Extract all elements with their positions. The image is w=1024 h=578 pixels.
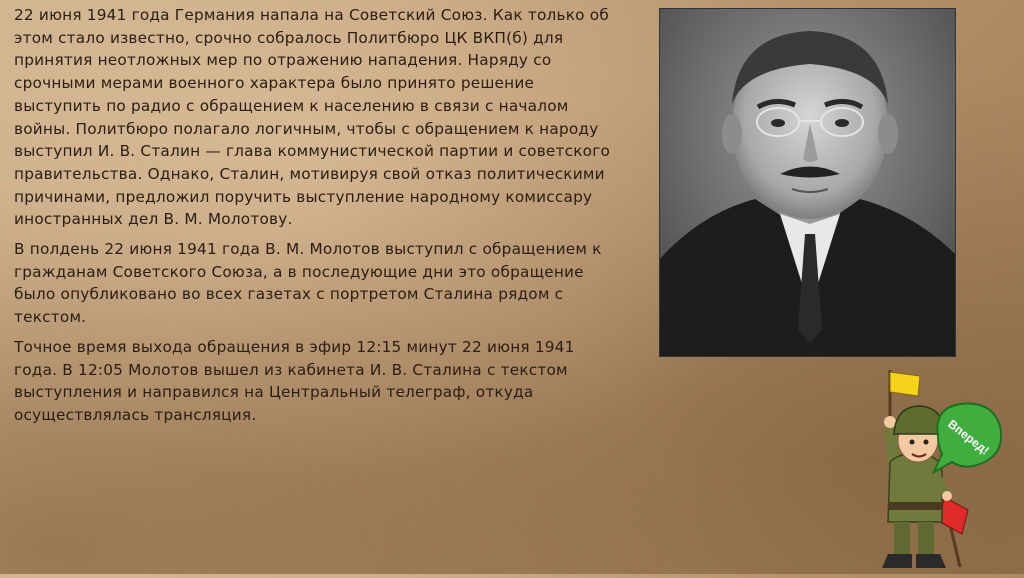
portrait-illustration	[660, 9, 955, 356]
speech-bubble[interactable]	[928, 396, 1008, 476]
paragraph-1: 22 июня 1941 года Германия напала на Советский Союз. Как только об этом стало известно, срочно собралось Политбюро ЦК ВКП(б) для принятия неотложных мер по отражению нападения. Наряду со срочными мерами военного характера было принято решение выступить по радио с обращением к населению в связи с началом войны. Политбюро полагало логичным, чтобы с обращением к народу выступил И. В. Сталин — глава коммунистической партии и советского правительства. Однако, Сталин, мотивируя свой отказ политическими причинами, предложил поручить выступление народному комиссару иностранных дел В. М. Молотову.	[14, 6, 611, 229]
next-button-label: Вперед!	[945, 416, 992, 458]
portrait-photo-icon	[659, 8, 956, 357]
paragraph-3: Точное время выхода обращения в эфир 12:15 минут 22 июня 1941 года. В 12:05 Молотов вышел из кабинета И. В. Сталина с текстом выступления и направился на Центральный телеграф, откуда осуществлялась трансляция.	[14, 337, 575, 424]
speech-bubble-icon	[928, 396, 1008, 476]
body-text	[14, 4, 614, 434]
paragraph-2: В полдень 22 июня 1941 года В. М. Молотов выступил с обращением к гражданам Советского Союза, а в последующие дни это обращение было опубликовано во всех газетах с портретом Сталина рядом с текстом.	[14, 240, 602, 327]
